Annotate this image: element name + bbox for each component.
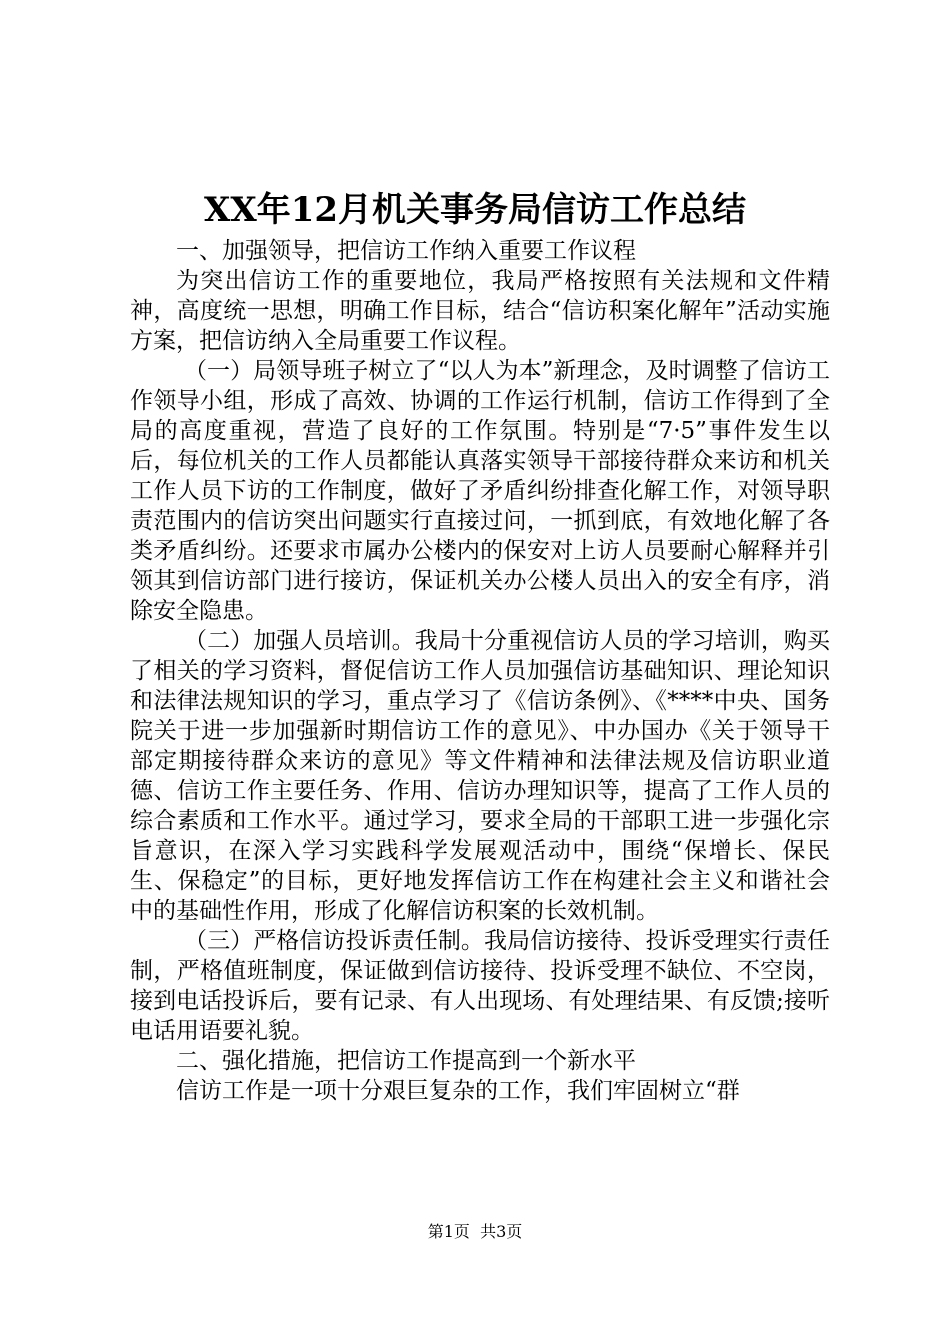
- paragraph-item-2: （二）加强人员培训。我局十分重视信访人员的学习培训，购买了相关的学习资料，督促信访工作人员加强信访基础知识、理论知识和法律法规知识的学习，重点学习了《信访条例》、《****中央、国务院关于进一步加强新时期信访工作的意见》、中办国办《关于领导干部定期接待群众来访的意见》等文件精神和法律法规及信访职业道德、信访工作主要任务、作用、信访办理知识等，提高了工作人员的综合素质和工作水平。通过学习，要求全局的干部职工进一步强化宗旨意识，在深入学习实践科学发展观活动中，围绕“保增长、保民生、保稳定”的目标，更好地发挥信访工作在构建社会主义和谐社会中的基础性作用，形成了化解信访积案的长效机制。: [130, 628, 830, 924]
- document-title: XX年12月机关事务局信访工作总结: [203, 190, 747, 230]
- paragraph-intro: 为突出信访工作的重要地位，我局严格按照有关法规和文件精神，高度统一思想，明确工作目标，结合“信访积案化解年”活动实施方案，把信访纳入全局重要工作议程。: [130, 268, 830, 354]
- section-heading-1: 一、加强领导，把信访工作纳入重要工作议程: [176, 238, 636, 264]
- section-heading-2: 二、强化措施，把信访工作提高到一个新水平: [176, 1048, 636, 1074]
- paragraph-item-1: （一）局领导班子树立了“以人为本”新理念，及时调整了信访工作领导小组，形成了高效、协调的工作运行机制，信访工作得到了全局的高度重视，营造了良好的工作氛围。特别是“7·5”事件发生以后，每位机关的工作人员都能认真落实领导干部接待群众来访和机关工作人员下访的工作制度，做好了矛盾纠纷排查化解工作，对领导职责范围内的信访突出问题实行直接过问，一抓到底，有效地化解了各类矛盾纠纷。还要求市属办公楼内的保安对上访人员要耐心解释并引领其到信访部门进行接访，保证机关办公楼人员出入的安全有序，消除安全隐患。: [130, 358, 830, 624]
- document-body: [130, 236, 830, 1106]
- paragraph-item-3: （三）严格信访投诉责任制。我局信访接待、投诉受理实行责任制，严格值班制度，保证做到信访接待、投诉受理不缺位、不空岗，接到电话投诉后，要有记录、有人出现场、有处理结果、有反馈;接听电话用语要礼貌。: [130, 928, 830, 1044]
- page-footer: [0, 1222, 950, 1242]
- paragraph-section-2: 信访工作是一项十分艰巨复杂的工作，我们牢固树立“群: [176, 1078, 740, 1104]
- page-number-label: 第1页 共3页: [427, 1222, 523, 1241]
